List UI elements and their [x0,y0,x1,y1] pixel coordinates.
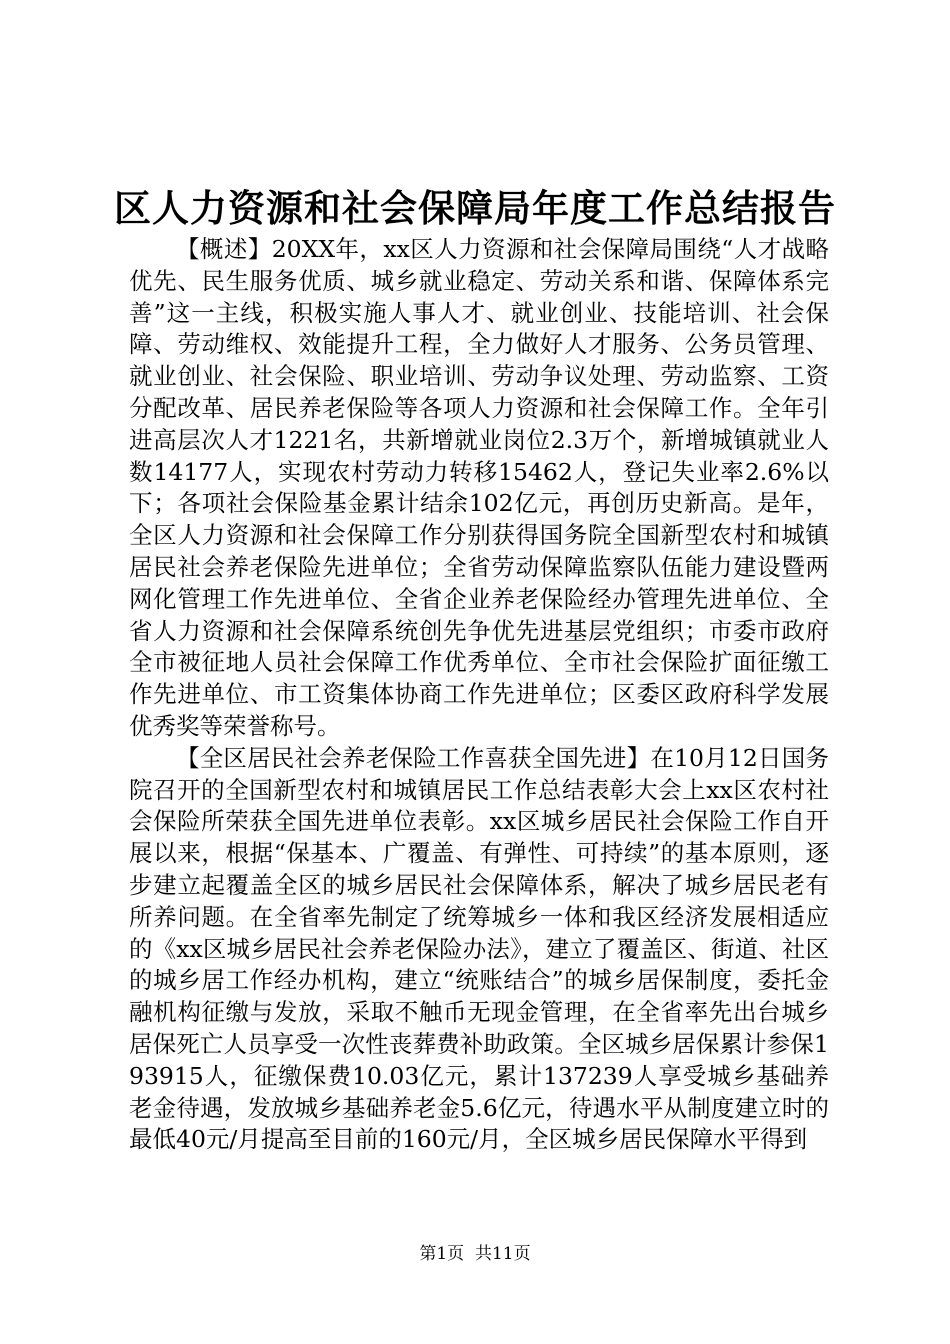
page-number-footer: 第1页 共11页 [419,1244,531,1264]
document-title: 区人力资源和社会保障局年度工作总结报告 [114,186,836,230]
paragraph-pension-award: 【全区居民社会养老保险工作喜获全国先进】在10月12日国务院召开的全国新型农村和城镇居民工作总结表彰大会上xx区农村社会保险所荣获全国先进单位表彰。xx区城乡居民社会保险工作自开展以来，根据“保基本、广覆盖、有弹性、可持续”的基本原则，逐步建立起覆盖全区的城乡居民社会保障体系，解决了城乡居民老有所养问题。在全省率先制定了统筹城乡一体和我区经济发展相适应的《xx区城乡居民社会养老保险办法》，建立了覆盖区、街道、社区的城乡居工作经办机构，建立“统账结合”的城乡居保制度，委托金融机构征缴与发放，采取不触币无现金管理，在全省率先出台城乡居保死亡人员享受一次性丧葬费补助政策。全区城乡居保累计参保193915人，征缴保费10.03亿元，累计137239人享受城乡基础养老金待遇，发放城乡基础养老金5.6亿元，待遇水平从制度建立时的最低40元/月提高至目前的160元/月，全区城乡居民保障水平得到 [129,743,829,1154]
document-body [129,234,829,1156]
paragraph-overview: 【概述】20XX年，xx区人力资源和社会保障局围绕“人才战略优先、民生服务优质、城乡就业稳定、劳动关系和谐、保障体系完善”这一主线，积极实施人事人才、就业创业、技能培训、社会保障、劳动维权、效能提升工程，全力做好人才服务、公务员管理、就业创业、社会保险、职业培训、劳动争议处理、劳动监察、工资分配改革、居民养老保险等各项人力资源和社会保障工作。全年引进高层次人才1221名，共新增就业岗位2.3万个，新增城镇就业人数14177人，实现农村劳动力转移15462人，登记失业率2.6%以下；各项社会保险基金累计结余102亿元，再创历史新高。是年，全区人力资源和社会保障工作分别获得国务院全国新型农村和城镇居民社会养老保险先进单位；全省劳动保障监察队伍能力建设暨两网化管理工作先进单位、全省企业养老保险经办管理先进单位、全省人力资源和社会保障系统创先争优先进基层党组织；市委市政府全市被征地人员社会保障工作优秀单位、全市社会保险扩面征缴工作先进单位、市工资集体协商工作先进单位；区委区政府科学发展优秀奖等荣誉称号。 [129,235,829,740]
